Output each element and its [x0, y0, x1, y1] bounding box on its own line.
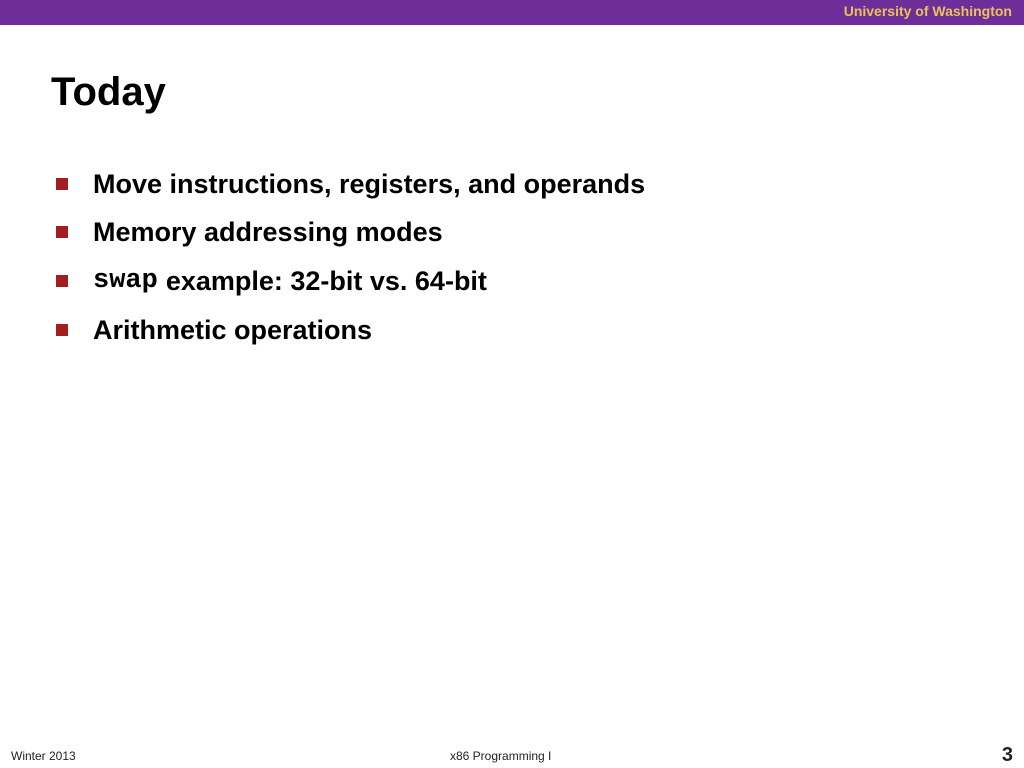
- bullet-list: [56, 160, 645, 354]
- header-bar: [0, 0, 1024, 25]
- bullet-text: Memory addressing modes: [93, 217, 443, 247]
- page-number: 3: [1001, 744, 1013, 766]
- bullet-text: example: 32-bit vs. 64-bit: [165, 266, 487, 296]
- footer-course: x86 Programming I: [450, 749, 552, 763]
- bullet-text: Move instructions, registers, and operands: [93, 169, 646, 199]
- code-keyword: swap: [93, 266, 158, 296]
- bullet-item-arithmetic: [56, 306, 645, 354]
- bullet-item-memory-addressing: [56, 208, 645, 256]
- bullet-item-swap-example: [56, 256, 645, 306]
- square-bullet-icon: [56, 178, 68, 190]
- bullet-text: Arithmetic operations: [93, 315, 373, 345]
- square-bullet-icon: [56, 324, 68, 336]
- square-bullet-icon: [56, 226, 68, 238]
- slide-title: Today: [51, 70, 166, 114]
- university-label: University of Washington: [843, 3, 1012, 19]
- bullet-item-move-instructions: [56, 160, 645, 208]
- footer-term: Winter 2013: [11, 749, 76, 763]
- square-bullet-icon: [56, 275, 68, 287]
